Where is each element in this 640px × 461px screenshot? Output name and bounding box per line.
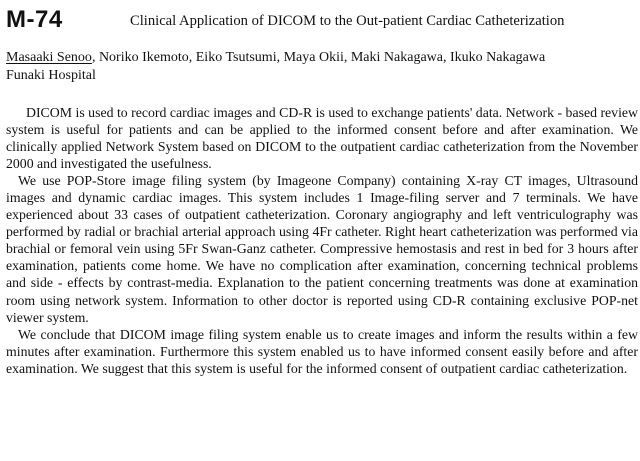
paragraph-background: DICOM is used to record cardiac images and CD-R is used to exchange patients' data. Network - based review system is useful for patients and can be applied to the informed consent before and after examination. We clinically applied Network System based on DICOM to the outpatient cardiac catheterization from the November 2000 and investigated the usefulness. <box>6 105 638 172</box>
paragraph-methods: We use POP-Store image filing system (by Imageone Company) containing X-ray CT images, Ultrasound images and dynamic cardiac images. This system includes 1 Image-filing server and 7 terminals. We have experienced about 33 cases of outpatient catheterization. Coronary angiography and left ventriculography was performed by radial or brachial arterial approach using 4Fr catheter. Right heart catheterization was performed via brachial or femoral vein using 5Fr Swan-Ganz catheter. Compressive hemostasis and rest in bed for 3 hours after examination, patients come home. We have no complication after examination, concerning technical problems and side - effects by contrast-media. Explanation to the patient concerning treatments was done at examination room using network system. Information to other doctor is reported using CD-R containing exclusive POP-net viewer system. <box>6 173 638 325</box>
abstract-id: M-74 <box>6 6 63 33</box>
abstract-title: Clinical Application of DICOM to the Out-patient Cardiac Catheterization <box>130 13 565 29</box>
affiliation: Funaki Hospital <box>6 68 96 83</box>
presenting-author: Masaaki Senoo <box>6 50 92 65</box>
paragraph-conclusion: We conclude that DICOM image filing system enable us to create images and inform the results within a few minutes after examination. Furthermore this system enabled us to have informed consent easily before and after examination. We suggest that this system is useful for the informed consent of outpatient cardiac catheterization. <box>6 326 638 376</box>
co-authors: , Noriko Ikemoto, Eiko Tsutsumi, Maya Okii, Maki Nakagawa, Ikuko Nakagawa <box>91 50 546 65</box>
abstract-header <box>6 5 636 37</box>
abstract-body <box>6 104 638 377</box>
author-list <box>6 49 638 67</box>
